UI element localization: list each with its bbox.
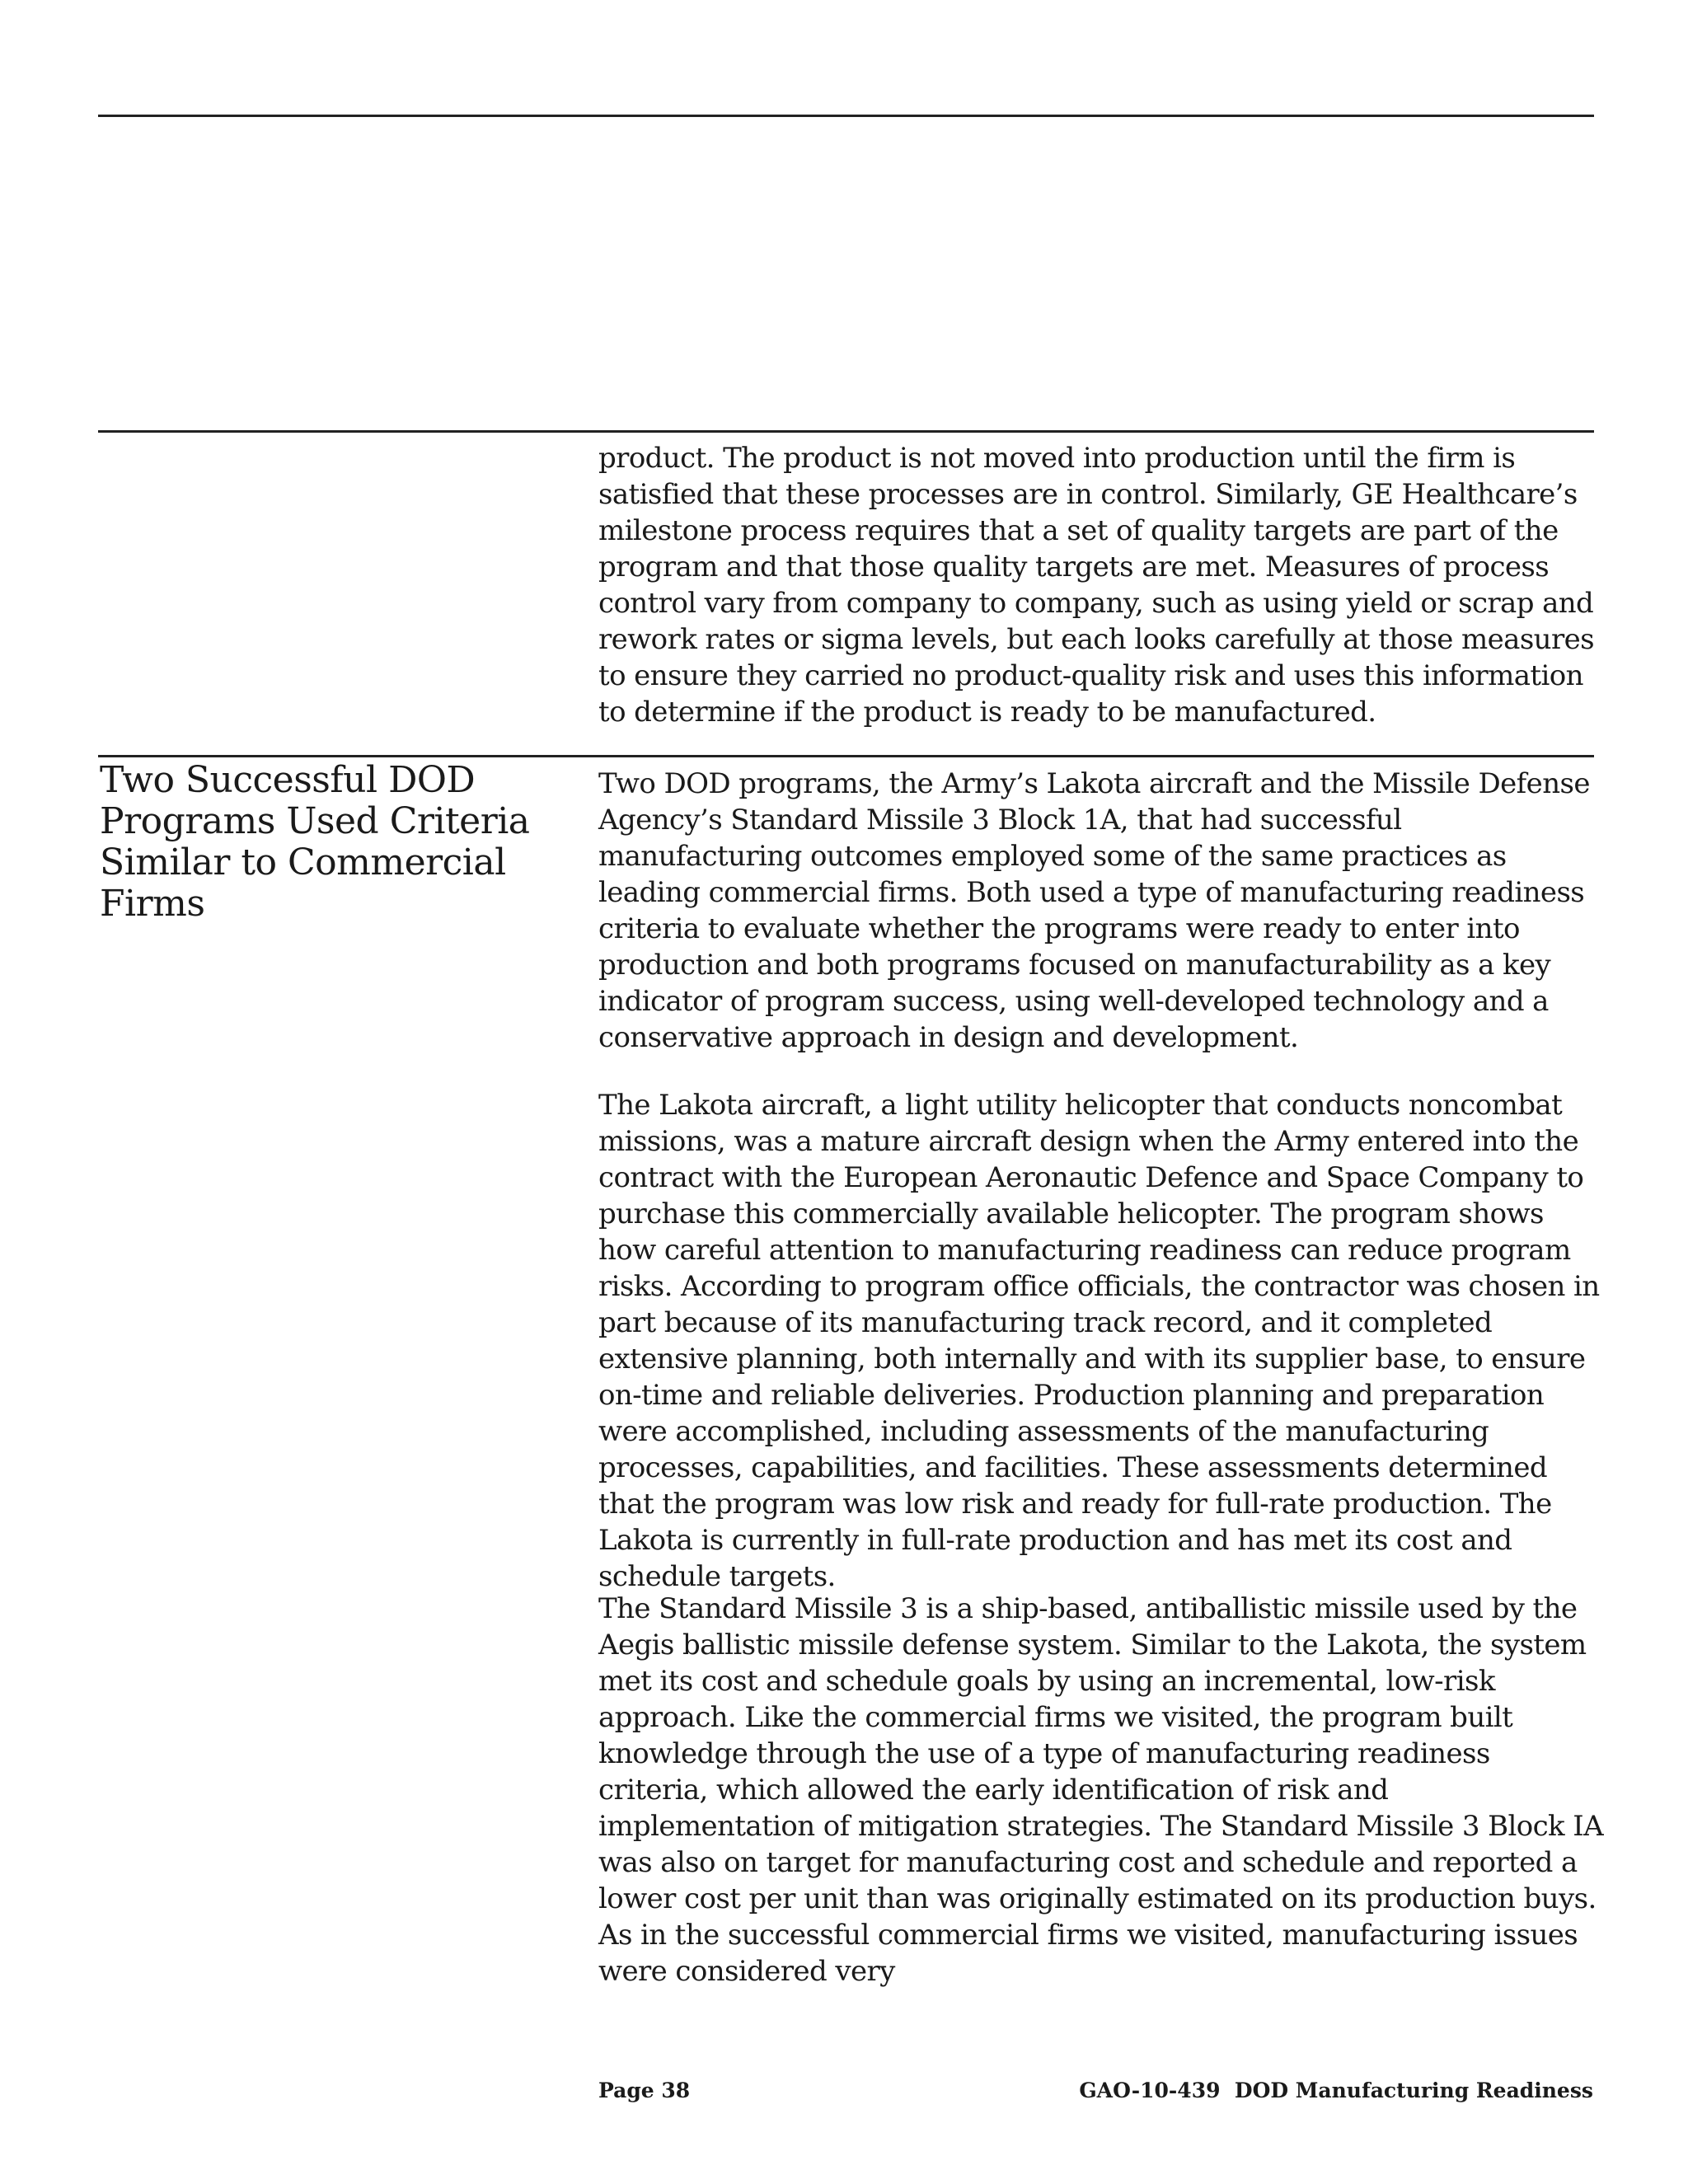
paragraph-text: The Lakota aircraft, a light utility helicopter that conducts noncombat missions, was a mature aircraft design when the Army entered into the contract with the European Aeronautic Defence and Space Company to purchase this commercially available helicopter. The program shows how careful attention to manufacturing readiness can reduce program risks. According to program office officials, the contractor was chosen in part because of its manufacturing track record, and it completed extensive planning, both internally and with its supplier base, to ensure on-time and reliable deliveries. Production planning and preparation were accomplished, including assessments of the manufacturing processes, capabilities, and facilities. These assessments determined that the program was low risk and ready for full-rate production. The Lakota is currently in full-rate production and has met its cost and schedule targets.: [598, 1089, 1600, 1593]
paragraph-text: Two DOD programs, the Army’s Lakota aircraft and the Missile Defense Agency’s Standard Missile 3 Block 1A, that had successful manufacturing outcomes employed some of the same practices as leading commercial firms. Both used a type of manufacturing readiness criteria to evaluate whether the programs were ready to enter into production and both programs focused on manufacturability as a key indicator of program success, using well-developed technology and a conservative approach in design and development.: [598, 767, 1590, 1054]
paragraph-text: product. The product is not moved into production until the firm is satisfied that these processes are in control. Similarly, GE Healthcare’s milestone process requires that a set of quality targets are part of the program and that those quality targets are met. Measures of process control vary from company to company, such as using yield or scrap and rework rates or sigma levels, but each looks carefully at those measures to ensure they carried no product-quality risk and uses this information to determine if the product is ready to be manufactured.: [598, 442, 1594, 729]
top-rule: [98, 115, 1594, 117]
report-title: GAO-10-439 DOD Manufacturing Readiness: [1079, 2079, 1593, 2102]
page-number: Page 38: [598, 2079, 691, 2102]
body-paragraph-2: [598, 1087, 1604, 1595]
content-top-rule: [98, 430, 1594, 433]
section-heading: Two Successful DOD Programs Used Criteria Similar to Commercial Firms: [100, 759, 530, 925]
carryover-paragraph: [598, 440, 1604, 730]
paragraph-text: The Standard Missile 3 is a ship-based, antiballistic missile used by the Aegis ballistic missile defense system. Similar to the Lakota, the system met its cost and schedule goals by using an incremental, low-risk approach. Like the commercial firms we visited, the program built knowledge through the use of a type of manufacturing readiness criteria, which allowed the early identification of risk and implementation of mitigation strategies. The Standard Missile 3 Block IA was also on target for manufacturing cost and schedule and reported a lower cost per unit than was originally estimated on its production buys. As in the successful commercial firms we visited, manufacturing issues were considered very: [598, 1592, 1604, 1988]
section-rule: [98, 755, 1594, 757]
body-paragraph-1: [598, 766, 1604, 1056]
body-paragraph-3: [598, 1591, 1604, 1990]
